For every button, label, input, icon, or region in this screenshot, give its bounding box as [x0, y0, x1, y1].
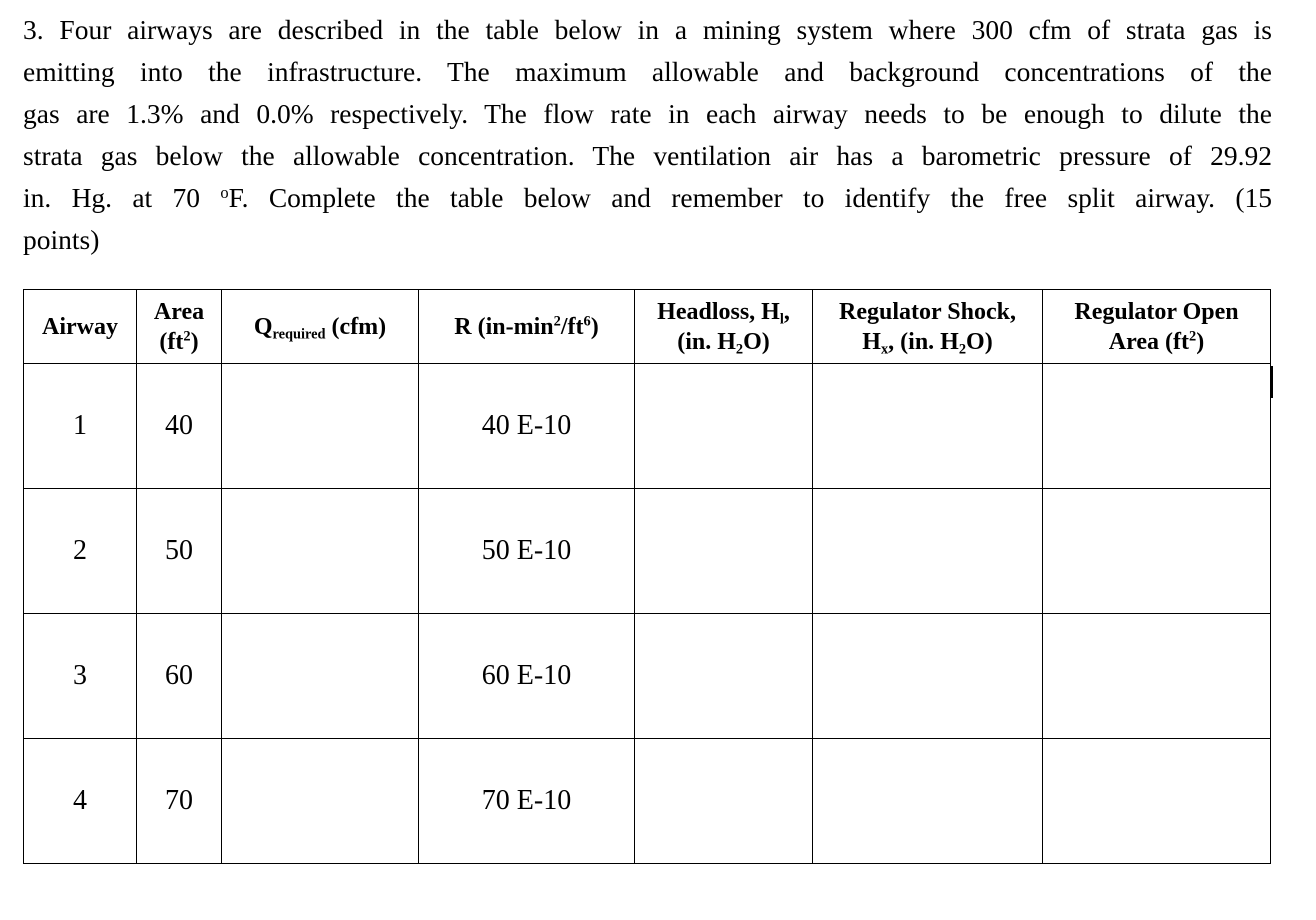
degree-symbol: o [220, 182, 229, 202]
text-cursor-mark [1271, 366, 1273, 398]
cell-resistance: 40 E-10 [419, 364, 635, 489]
cell-regulator-open-area[interactable] [1043, 364, 1271, 489]
cell-regulator-shock[interactable] [813, 364, 1043, 489]
cell-headloss[interactable] [635, 614, 813, 739]
header-headloss: Headloss, $H_l$, (in. $H_2O$) [635, 290, 813, 364]
airway-table [23, 289, 1271, 864]
cell-q-required[interactable] [222, 614, 419, 739]
table-header-row [24, 290, 1271, 364]
problem-line-3: gas are 1.3% and 0.0% respectively. The flow rate in each airway needs to be enough to dilute the [23, 98, 1272, 129]
header-airway: Airway [24, 290, 137, 364]
cell-headloss[interactable] [635, 489, 813, 614]
cell-airway: 1 [24, 364, 137, 489]
cell-regulator-open-area[interactable] [1043, 489, 1271, 614]
cell-resistance: 70 E-10 [419, 739, 635, 864]
problem-statement [23, 9, 1272, 261]
cell-headloss[interactable] [635, 364, 813, 489]
header-regulator-open-area: Regulator Open Area $(ft^2)$ [1043, 290, 1271, 364]
cell-q-required[interactable] [222, 739, 419, 864]
cell-resistance: 60 E-10 [419, 614, 635, 739]
cell-regulator-shock[interactable] [813, 489, 1043, 614]
cell-regulator-shock[interactable] [813, 614, 1043, 739]
cell-area: 40 [137, 364, 222, 489]
problem-line-5-end: F. Complete the table below and remember to identify the free split airway. (15 [228, 182, 1272, 213]
cell-q-required[interactable] [222, 489, 419, 614]
cell-area: 50 [137, 489, 222, 614]
problem-line-4: strata gas below the allowable concentration. The ventilation air has a barometric pressure of 29.92 [23, 140, 1272, 171]
problem-line-1: 3. Four airways are described in the table below in a mining system where 300 cfm of strata gas is [23, 14, 1272, 45]
table-row [24, 739, 1271, 864]
cell-area: 60 [137, 614, 222, 739]
header-area: Area $(ft^2)$ [137, 290, 222, 364]
cell-airway: 2 [24, 489, 137, 614]
cell-resistance: 50 E-10 [419, 489, 635, 614]
problem-line-5 [23, 177, 1272, 219]
table-row [24, 614, 1271, 739]
cell-airway: 4 [24, 739, 137, 864]
header-resistance: R $(in-\min^2/ft^6)$ [419, 290, 635, 364]
cell-area: 70 [137, 739, 222, 864]
cell-regulator-open-area[interactable] [1043, 614, 1271, 739]
cell-regulator-shock[interactable] [813, 739, 1043, 864]
table-row [24, 489, 1271, 614]
problem-line-5-start: in. Hg. at 70 [23, 182, 221, 213]
problem-line-2: emitting into the infrastructure. The maximum allowable and background concentrations of the [23, 56, 1272, 87]
cell-airway: 3 [24, 614, 137, 739]
cell-q-required[interactable] [222, 364, 419, 489]
header-regulator-shock: Regulator Shock, $H_x$, (in. $H_2O$) [813, 290, 1043, 364]
cell-regulator-open-area[interactable] [1043, 739, 1271, 864]
table-row [24, 364, 1271, 489]
cell-headloss[interactable] [635, 739, 813, 864]
problem-line-6: points) [23, 224, 100, 255]
header-q-required: $Q_{required}$ (cfm) [222, 290, 419, 364]
